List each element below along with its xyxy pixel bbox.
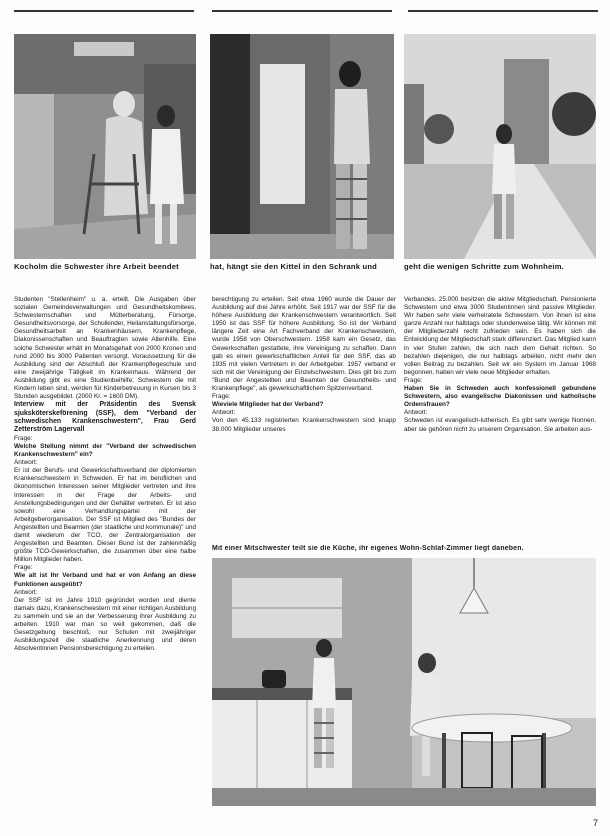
answer-label: Antwort: [404, 409, 428, 417]
text-column-3 [404, 296, 596, 434]
interview-headline: Interview mit der Präsidentin des Svensk sjuksköterskeförening (SSF), dem "Verband der schwedischen Krankenschwestern", Frau Gerd Zetterström Lagervall [14, 401, 196, 434]
photo-nurse-patient [14, 34, 196, 259]
answer-label: Antwort: [212, 409, 236, 417]
question-2: Wie alt ist Ihr Verband und hat er von Anfang an diese Funktionen ausgeübt? [14, 572, 196, 588]
caption-photo4: Mit einer Mitschwester teilt sie die Küche, ihr eigenes Wohn-Schlaf-Zimmer liegt daneben. [212, 545, 524, 552]
answer-4: Schweden ist evangelisch-lutherisch. Es gibt sehr wenige Nonnen, aber sie gehören nicht zu unserem Organisation. Sie arbeiten aus- [404, 417, 596, 433]
caption-photo1: Kocholm die Schwester ihre Arbeit beendet [14, 262, 179, 271]
top-rule-right [408, 10, 598, 12]
question-label: Frage: [14, 564, 33, 572]
column3-intro: Verbandes. 25.000 besitzen die aktive Mitgliedschaft. Pensionierte Schwestern und etwa 3000 Studentinnen sind passive Mitglieder. Wir haben sehr viele verheiratete Schwestern. Von ihnen ist eine ganze Anzahl nur halbtags oder stundenweise tätig. Wir können mit der Mitgliederzahl recht zufrieden sein. Es haben sich die Entwicklung der Mitgliedschaft stark differenziert. Das Mitglied kann in vier Stufen zahlen, die sich nach dem Gehalt richten. So bezahlen diejenigen, die nur halbtags arbeiten, nicht mehr den vollen Beitrag zu bezahlen. Seit wir ein System im Januar 1968 begonnen, haben wir viele neue Mitglieder erhalten. [404, 296, 596, 376]
photo-kitchen [212, 558, 596, 806]
top-rule-middle [212, 10, 392, 12]
question-1: Welche Stellung nimmt der "Verband der schwedischen Krankenschwestern" ein? [14, 442, 196, 459]
column2-intro: berechtigung zu erteilen. Seit etwa 1960 wurde die Dauer der Ausbildung auf drei Jahre erhöht. Seit 1917 war der SSF für die höhere Ausbildung der Krankenschwestern verantwortlich. Seit 1950 ist das SSF für höhere Ausbildung. So ist der Verband längere Zeit eine Art Fachverband der Krankenschwestern, wurde 1958 von Oberschwestern. 1958 kam ein Gesetz, das Gewerkschaften gestattete, ihre Vereinigung zu schaffen. Dann gab es einen gewerkschaftlichen Anteil für den SSF, das ab 1935 mit vielen Vertretern in der Arbeitgeber. 1957 verband er sich mit der Vereinigung der Einzelschwestern. Dies gilt bis zum "Bund der Angestellten und Beamten der Gesundheits- und Krankenpflege", als gewerkschaftlichem Spitzenverband. [212, 296, 396, 393]
text-column-1 [14, 296, 196, 653]
photo-nurse-locker [210, 34, 394, 259]
caption-photo3: geht die wenigen Schritte zum Wohnheim. [404, 262, 564, 271]
photo-walk-residence [404, 34, 596, 259]
question-label: Frage: [14, 434, 33, 442]
question-4: Haben Sie in Schweden auch konfessionell gebundene Schwestern, also evangelische Diakonissen und katholische Ordensfrauen? [404, 385, 596, 409]
answer-label: Antwort: [14, 459, 38, 467]
answer-2: Der SSF ist im Jahre 1910 gegründet worden und diente damals dazu, Krankenschwestern mit einer richtigen Ausbildung zu sammeln und sie an der Verbesserung ihrer Ausbildung zu arbeiten. 1910 war man so weit gekommen, daß die Gesetzgebung beschloß, nur Schulen mit zweijähriger Ausbildungszeit die staatliche Anerkennung und deren Absolventinnen Pensionsberechtigung zu erteilen. [14, 596, 196, 653]
column1-intro: Studenten "Stellenheim" u. a. erteilt. Die Ausgaben über sozialen Gemeindeverwaltungen und Gesundheitskomitees, Schwesternschaften und Mütterberatung, Fürsorge, Gesundheitsvorsorge, der Schulkinder, Heilanstaltungsfürsorge, Gesundheitsarbeit an Krankenhäusern, Krankenpflege, Diakonissenschaften und Beauftragten sowie Altenhilfe. Eine solche Schwester erhält im Monatsgehalt von 2000 Kronen und rund 2000 bis 3000 Patienten versorgt. Voraussetzung für die Ausbildung sind der Abschluß der Krankenpflegeschule und eine zweijährige Tätigkeit im Krankenhaus. Während der Ausbildung gibt es eine Studienbeihilfe; Schwestern die mit Kindern leben sind, werden für Kinderbetreuung in Kursen bis 3 Stunden ausgebildet. (2000 Kr. = 1600 DM). [14, 296, 196, 401]
caption-photo2: hat, hängt sie den Kittel in den Schrank und [210, 262, 378, 271]
question-label: Frage: [404, 376, 423, 384]
answer-label: Antwort: [14, 588, 38, 596]
question-label: Frage: [212, 393, 231, 401]
top-rule-left [14, 10, 194, 12]
text-column-2 [212, 296, 396, 434]
question-3: Wieviele Mitglieder hat der Verband? [212, 401, 324, 409]
answer-3: Von den 45.133 registrierten Krankenschwestern sind knapp 38.000 Mitglieder unseres [212, 417, 396, 433]
page-number: 7 [592, 818, 598, 828]
answer-1: Er ist der Berufs- und Gewerkschaftsverband der diplomierten Krankenschwestern in Schweden. Er hat im beruflichen und ökonomischen Interessen seiner Mitglieder vertreten und ihre Interessen in der Frage der Arbeits- und Anstellungsbedingungen und der Gehälter vertreten. Er ist also sowohl eine Verhandlungspartei mit der Arbeitgeberorganisation. Der SSF ist Mitglied des "Bundes der Angestellten und Beamten (der staatliche und kommunale)" und damit wiederum der TCO, der Zentralorganisation der Angestellten und Beamten. Dieser Bund ist der zahlenmäßig größte TCO-Gewerkschaften, die zusammen über eine halbe Million Mitglieder haben. [14, 467, 196, 564]
